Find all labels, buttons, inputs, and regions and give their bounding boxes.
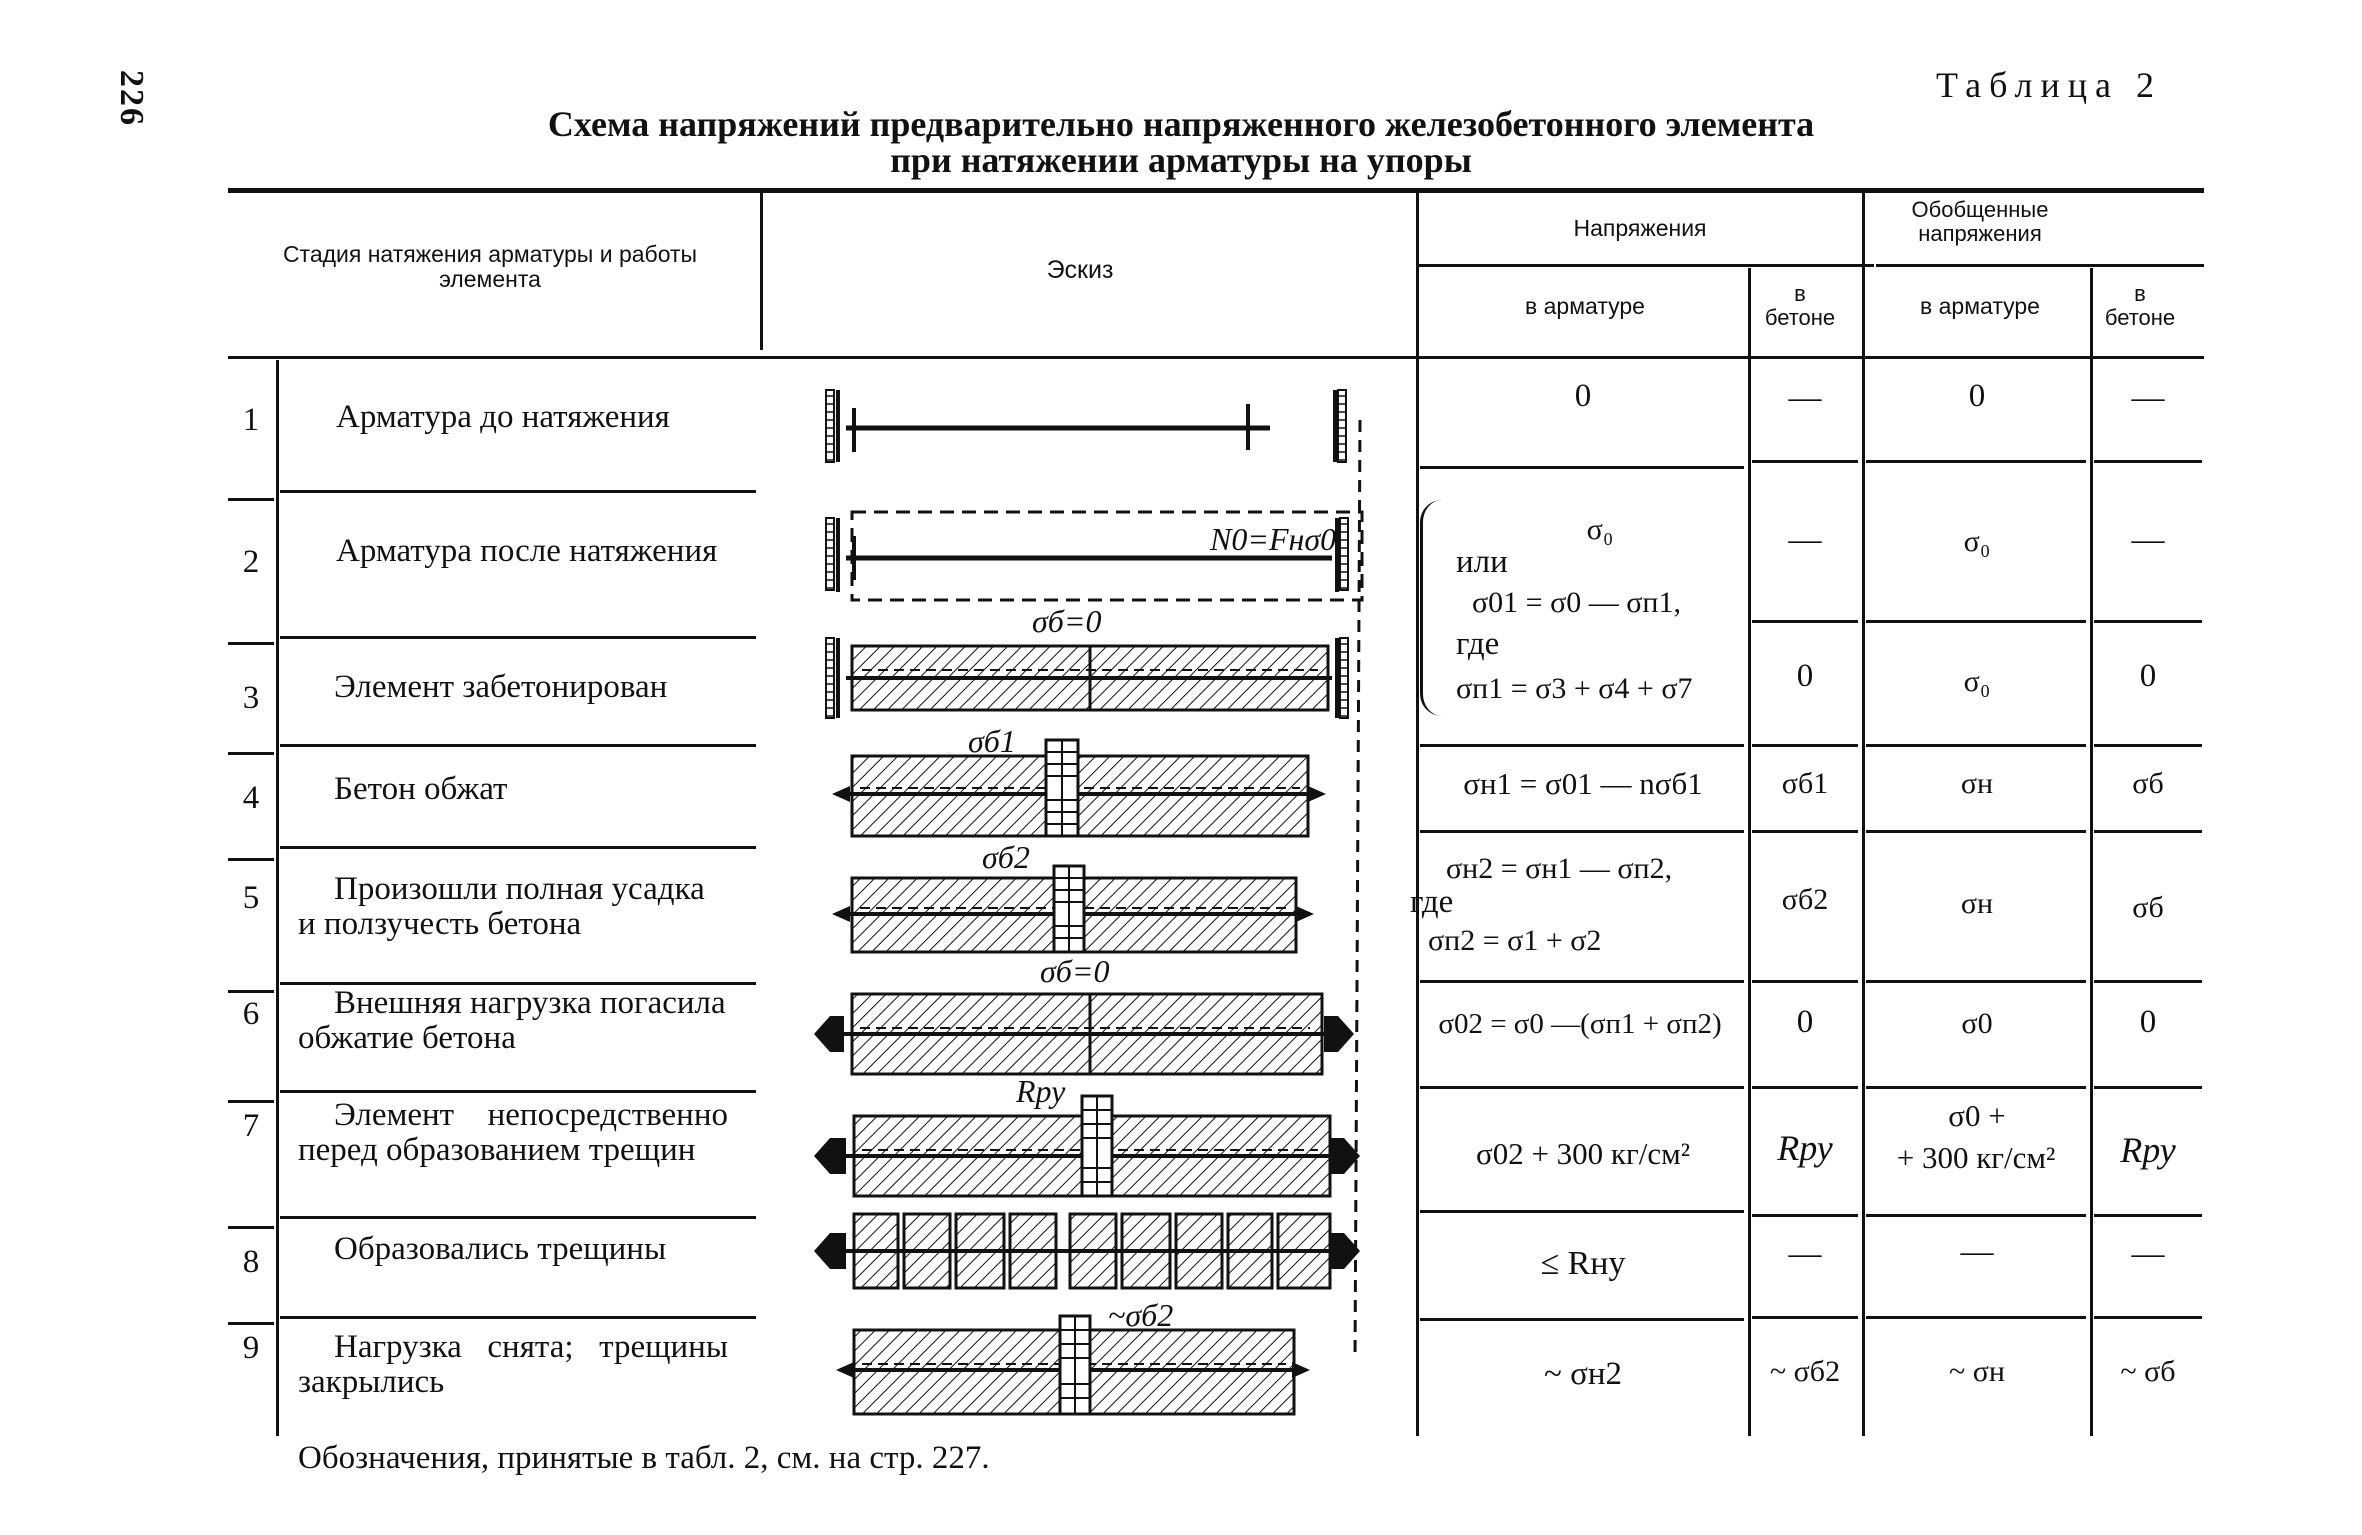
cell-generalized-rebar: σ₀ <box>1963 525 1991 558</box>
sketch-row-7 <box>814 1073 1360 1196</box>
cell-generalized-rebar: — <box>1960 1234 1994 1270</box>
header-generalized: Обобщенные напряжения <box>1911 197 2049 246</box>
sketch-row-5 <box>832 839 1314 952</box>
cell-concrete-stress: σб2 <box>1781 883 1829 916</box>
formula-line: где <box>1456 626 1500 662</box>
cell-concrete-stress: — <box>1788 380 1822 416</box>
cell-generalized-concrete: 0 <box>2139 1004 2157 1040</box>
formula-line: или <box>1456 544 1508 580</box>
cell-concrete-stress: ~ σб2 <box>1769 1355 1841 1388</box>
stage-text: Элемент забетонирован <box>334 669 668 705</box>
cell-generalized-concrete: 0 <box>2139 658 2157 694</box>
row-number: 2 <box>242 544 260 580</box>
formula-line: + 300 кг/см² <box>1896 1140 2056 1175</box>
sketch-label-n0: N0=Fнσ0 <box>1210 521 1337 557</box>
cell-rebar-stress: σ02 + 300 кг/см² <box>1475 1136 1690 1171</box>
page-number: 226 <box>113 70 150 127</box>
sketch-row-8 <box>814 1214 1360 1288</box>
cell-concrete-stress: σб1 <box>1781 767 1829 800</box>
formula-line: σ01 = σ0 — σп1, <box>1472 586 1681 619</box>
cell-generalized-rebar: σн <box>1960 767 1994 800</box>
cell-rebar-stress: 0 <box>1574 378 1592 414</box>
cell-generalized-rebar: σн <box>1960 887 1994 920</box>
row-number: 5 <box>242 880 260 916</box>
row-number: 7 <box>242 1108 260 1144</box>
header-generalized-in-rebar: в арматуре <box>1920 293 2040 319</box>
formula-line: σп1 = σ3 + σ4 + σ7 <box>1456 672 1693 705</box>
cell-generalized-concrete: σб <box>2132 891 2164 924</box>
sketch-row-4 <box>832 723 1326 836</box>
sketch-row-9 <box>836 1297 1310 1414</box>
stage-text: Элемент непосредственно перед образованием трещин <box>298 1097 728 1168</box>
formula-line: σп2 = σ1 + σ2 <box>1428 924 1602 957</box>
cell-rebar-stress: σн1 = σ01 — nσб1 <box>1463 766 1703 801</box>
sketch-label-sb1: σб1 <box>968 723 1016 759</box>
row-number: 6 <box>242 996 260 1032</box>
row-number: 1 <box>242 402 260 438</box>
cell-generalized-concrete: ~ σб <box>2120 1355 2176 1388</box>
cell-concrete-stress: 0 <box>1796 658 1814 694</box>
cell-generalized-rebar: σ0 <box>1961 1007 1993 1040</box>
header-generalized-in-concrete: в бетоне <box>2104 281 2176 330</box>
stage-text: Бетон обжат <box>334 771 508 807</box>
cell-generalized-concrete: Rру <box>2120 1130 2176 1170</box>
table-label: Таблица 2 <box>1936 65 2162 105</box>
sketch-label-sb0-row3: σб=0 <box>1032 603 1102 639</box>
stage-text: Арматура после натяжения <box>336 533 718 569</box>
cell-concrete-stress: 0 <box>1796 1004 1814 1040</box>
cell-generalized-concrete: — <box>2131 380 2165 416</box>
cell-generalized-rebar: ~ σн <box>1949 1355 2005 1388</box>
sketch-row-1 <box>826 390 1346 462</box>
row-number: 8 <box>242 1244 260 1280</box>
header-stresses: Напряжения <box>1573 215 1707 241</box>
table-footnote: Обозначения, принятые в табл. 2, см. на стр. 227. <box>298 1440 990 1476</box>
header-stage: Стадия натяжения арматуры и работы элемента <box>282 241 698 292</box>
sketch-label-sb0-row6: σб=0 <box>1040 953 1110 989</box>
table-title-line-1: Схема напряжений предварительно напряженного железобетонного элемента <box>547 104 1815 144</box>
cell-generalized-rebar: σ₀ <box>1963 665 1991 698</box>
formula-line: σ0 + <box>1948 1098 2006 1133</box>
stage-text: Произошли полная усадка и ползучесть бетона <box>298 871 705 942</box>
stress-sketch-diagram <box>770 360 1410 1436</box>
cell-concrete-stress: Rру <box>1777 1128 1833 1168</box>
cell-rebar-stress: ≤ Rну <box>1540 1245 1626 1282</box>
formula-line: σн2 = σн1 — σп2, <box>1446 852 1673 885</box>
stage-text: Нагрузка снята; трещины закрылись <box>298 1329 728 1400</box>
formula-line: σ₀ <box>1586 513 1614 546</box>
sketch-label-sb2: σб2 <box>982 839 1030 875</box>
cell-generalized-concrete: σб <box>2132 767 2164 800</box>
cell-rebar-stress: ~ σн2 <box>1543 1356 1623 1392</box>
cell-generalized-rebar: 0 <box>1968 378 1986 414</box>
cell-rebar-stress: σ02 = σ0 —(σп1 + σп2) <box>1438 1008 1722 1040</box>
cell-concrete-stress: — <box>1788 522 1822 558</box>
header-stresses-in-concrete: в бетоне <box>1764 281 1836 330</box>
header-stresses-in-rebar: в арматуре <box>1525 293 1645 319</box>
sketch-row-3 <box>826 603 1348 718</box>
stage-text: Образовались трещины <box>334 1231 667 1267</box>
cell-generalized-concrete: — <box>2131 522 2165 558</box>
formula-line: где <box>1410 884 1454 920</box>
row-number: 9 <box>242 1330 260 1366</box>
sketch-label-sb2-row9: ~σб2 <box>1108 1297 1174 1333</box>
row-number: 4 <box>242 780 260 816</box>
header-sketch: Эскиз <box>1046 256 1114 284</box>
cell-generalized-concrete: — <box>2131 1236 2165 1272</box>
sketch-label-rru: Rру <box>1016 1073 1066 1109</box>
sketch-row-6 <box>814 953 1354 1074</box>
stage-text: Внешняя нагрузка погасила обжатие бетона <box>298 985 726 1056</box>
stage-text: Арматура до натяжения <box>336 399 670 435</box>
sketch-row-2 <box>826 512 1362 600</box>
row-number: 3 <box>242 680 260 716</box>
table-title-line-2: при натяжении арматуры на упоры <box>890 140 1472 180</box>
cell-concrete-stress: — <box>1788 1236 1822 1272</box>
